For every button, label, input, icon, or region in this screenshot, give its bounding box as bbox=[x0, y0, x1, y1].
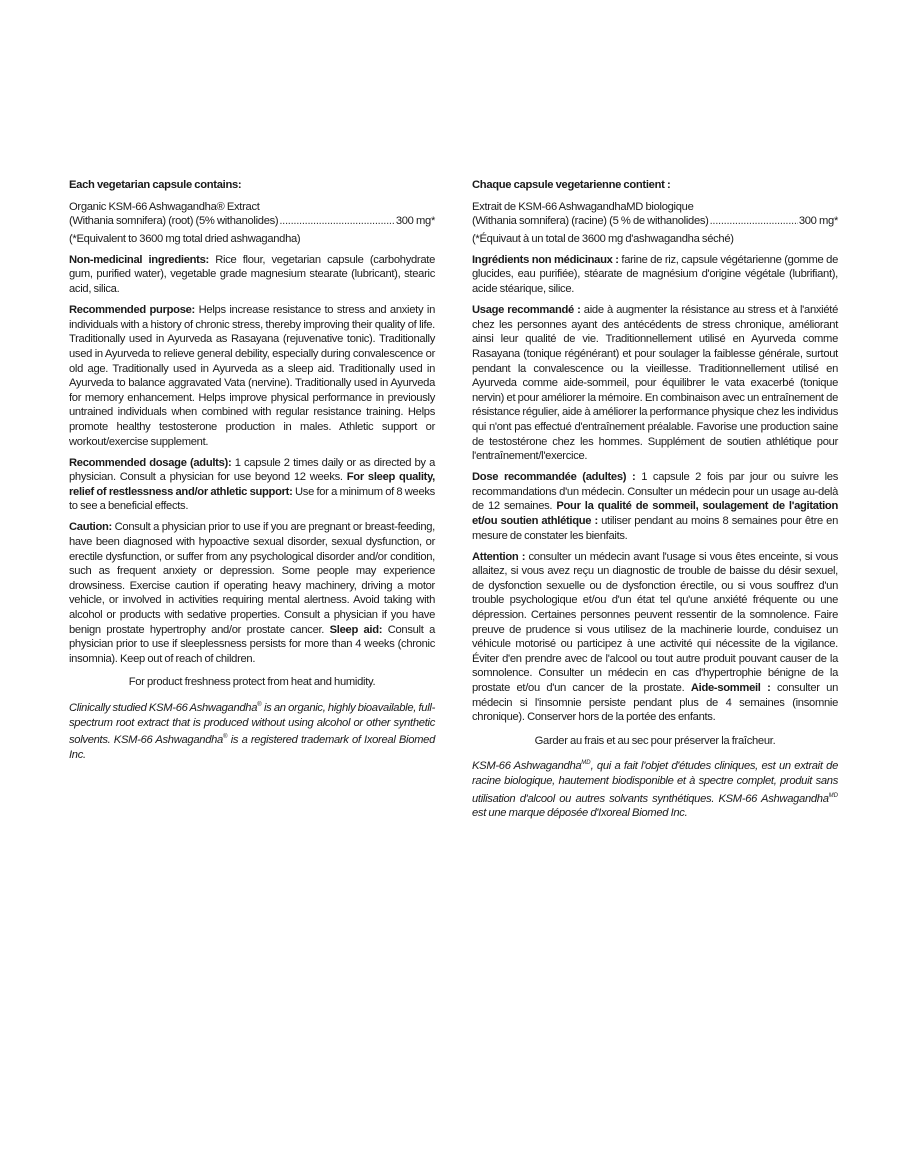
capsule-contents-heading: Chaque capsule vegetarienne contient : bbox=[472, 179, 671, 191]
purpose-label: Usage recommandé : bbox=[472, 304, 581, 317]
dosage-label: Recommended dosage (adults): bbox=[69, 456, 232, 469]
non-medicinal-text: farine de riz, capsule végétarienne (gomme de glucides, eau purifiée), stéarate de magnésium d'origine végétale (lubrifiant), acide stéarique, silice. bbox=[472, 253, 838, 296]
registered-mark: MD bbox=[581, 760, 591, 767]
trademark-footnote bbox=[472, 756, 838, 820]
equivalent-note: (*Equivalent to 3600 mg total dried ashwagandha) bbox=[69, 232, 301, 245]
english-column bbox=[69, 178, 435, 769]
non-medicinal-label: Ingrédients non médicinaux : bbox=[472, 253, 619, 266]
sleep-support-text: utiliser pendant au moins 8 semaines pour être en mesure de constater les bienfaits. bbox=[472, 514, 838, 542]
footnote-part-3: est une marque déposée d'Ixoreal Biomed Inc. bbox=[472, 807, 688, 820]
freshness-note: For product freshness protect from heat and humidity. bbox=[128, 676, 376, 689]
medicinal-ingredient bbox=[472, 200, 838, 229]
recommended-purpose bbox=[69, 303, 435, 449]
ingredient-row bbox=[472, 214, 838, 229]
sleep-aid-text: consulter un médecin si l'insomnie persiste pendant plus de 4 semaines (insomnie chronique). Conserver hors de la portée des enfants. bbox=[472, 682, 838, 724]
ingredient-name: Extrait de KSM-66 AshwagandhaMD biologique bbox=[472, 200, 694, 213]
sleep-support-label: Pour la qualité de sommeil, soulagement de l'agitation et/ou soutien athlétique : bbox=[472, 500, 838, 527]
non-medicinal-text: Rice flour, vegetarian capsule (carbohydrate gum, purified water), vegetable grade magnesium stearate (lubricant), stearic acid, silica. bbox=[69, 253, 435, 296]
dosage-text: 1 capsule 2 times daily or as directed by a physician. Consult a physician for use beyond 12 weeks. bbox=[69, 456, 435, 484]
caution-label: Caution: bbox=[69, 521, 112, 534]
dosage-label: Dose recommandée (adultes) : bbox=[472, 471, 636, 484]
ingredient-source: (Withania somnifera) (racine) (5 % de withanolides) bbox=[472, 215, 709, 228]
footnote-part-2: is an organic, highly bioavailable, full-spectrum root extract that is produced without using alcohol or other synthetic solvents. KSM-66 Ashwagandha bbox=[69, 702, 436, 747]
recommended-dosage bbox=[472, 470, 838, 543]
purpose-label: Recommended purpose: bbox=[69, 304, 195, 317]
freshness-note: Garder au frais et au sec pour préserver la fraîcheur. bbox=[534, 734, 776, 747]
footnote-part-1: KSM-66 Ashwagandha bbox=[472, 760, 582, 773]
dot-leader bbox=[279, 214, 394, 229]
ingredient-row bbox=[69, 214, 435, 229]
equivalent-note: (*Équivaut à un total de 3600 mg d'ashwagandha séché) bbox=[472, 232, 734, 245]
caution bbox=[69, 520, 435, 666]
ingredient-amount: 300 mg* bbox=[798, 215, 838, 228]
recommended-dosage bbox=[69, 456, 435, 514]
non-medicinal-ingredients bbox=[472, 253, 838, 297]
sleep-aid-label: Aide-sommeil : bbox=[690, 682, 771, 694]
footnote-part-3: is a registered trademark of Ixoreal Biomed Inc. bbox=[69, 734, 435, 761]
caution bbox=[472, 550, 838, 725]
footnote-part-1: Clinically studied KSM-66 Ashwagandha bbox=[69, 702, 258, 714]
dosage-text: 1 capsule 2 fois par jour ou suivre les recommandations d'un médecin. Consulter un médecin pour un usage au-delà de 12 semaines. bbox=[472, 471, 838, 513]
sleep-aid-label: Sleep aid: bbox=[329, 623, 383, 636]
purpose-text: Helps increase resistance to stress and anxiety in individuals with a history of chronic stress, thereby improving their quality of life. Traditionally used in Ayurveda as Rasayana (rejuvenative tonic). Traditionally used in Ayurveda to relieve general debility, especially during convalescence or old age. Traditionally used in Ayurveda as a sleep aid. Traditionally used in Ayurveda to balance aggravated Vata (nervine). Traditionally used in Ayurveda for memory enhancement. Helps improve physical performance in previously untrained individuals when combined with regular resistance training. Helps promote healthy testosterone production in males. Athletic support or workout/exercise supplement. bbox=[69, 304, 436, 448]
registered-mark: ® bbox=[222, 734, 228, 741]
non-medicinal-label: Non-medicinal ingredients: bbox=[69, 253, 209, 266]
medicinal-ingredient bbox=[69, 200, 435, 229]
purpose-text: aide à augmenter la résistance au stress et à l'anxiété chez les personnes ayant des antécédents de stress chronique, améliorant ainsi leur qualité de vie. Traditionnellement utilisé en Ayurveda comme Rasayana (tonique régénérant) et pour soulager la faiblesse générale, surtout pendant la convalescence ou la vieillesse. Traditionnellement utilisé en Ayurveda comme aide-sommeil, pour équilibrer le vata exacerbé (tonique nervin) et pour améliorer la mémoire. En combinaison avec un entraînement de résistance régulier, aide à améliorer la performance physique chez les individus qui n'ont pas effectué d'entraînement préalable. Favorise une production saine de testostérone chez les hommes. Supplément de soutien athlétique pour l'entraînement/l'exercice. bbox=[472, 304, 838, 463]
caution-text: Consult a physician prior to use if you are pregnant or breast-feeding, have been diagnosed with hypoactive sexual disorder, sexual dysfunction, or erectile dysfunction, or suffer from any psychological disorder and/or condition, such as frequent anxiety or depression. Some people may experience drowsiness. Exercise caution if operating heavy machinery, driving a motor vehicle, or involved in activities requiring mental alertness. Avoid taking with alcohol or products with sedative properties. Consult a physician if you have benign prostate hypertrophy and/or prostate cancer. bbox=[69, 521, 435, 636]
caution-label: Attention : bbox=[472, 550, 526, 563]
registered-mark: ® bbox=[257, 702, 262, 708]
french-column bbox=[472, 178, 838, 827]
trademark-footnote bbox=[69, 698, 435, 762]
sleep-support-text: Use for a minimum of 8 weeks to see a beneficial effects. bbox=[69, 485, 435, 513]
capsule-contents-heading: Each vegetarian capsule contains: bbox=[69, 179, 242, 191]
registered-mark: MD bbox=[828, 792, 838, 799]
ingredient-name: Organic KSM-66 Ashwagandha® Extract bbox=[69, 200, 260, 213]
footnote-part-2: , qui a fait l'objet d'études cliniques, est un extrait de racine biologique, hautement biodisponible et à spectre complet, produit sans utilisation d'alcool ou autres solvants synthétiques. KSM-66 Ashwagandha bbox=[472, 760, 838, 805]
caution-text: consulter un médecin avant l'usage si vous êtes enceinte, si vous allaitez, si vous avez reçu un diagnostic de trouble de baisse du désir sexuel, de dysfonction sexuelle ou de dysfonction érectile, ou si vous souffrez d'un trouble psychologique et/ou d'un état tel qu'une anxiété fréquente ou une dépression. Certaines personnes peuvent ressentir de la somnolence. Faire preuve de prudence si vous utilisez de la machinerie lourde, conduisez un véhicule motorisé ou participez à une activité qui nécessite de la vigilance. Éviter d'en prendre avec de l'alcool ou tout autre produit pouvant causer de la somnolence. Consulter un médecin en cas d'hypertrophie bénigne de la prostate et/ou d'un cancer de la prostate. bbox=[472, 550, 838, 694]
sleep-aid-text: Consult a physician prior to use if sleeplessness persists for more than 4 weeks (chronic insomnia). Keep out of reach of children. bbox=[69, 623, 435, 665]
ingredient-amount: 300 mg* bbox=[395, 215, 435, 228]
ingredient-source: (Withania somnifera) (root) (5% withanolides) bbox=[69, 215, 279, 228]
non-medicinal-ingredients bbox=[69, 253, 435, 297]
dot-leader bbox=[710, 214, 798, 229]
sleep-support-label: For sleep quality, relief of restlessness and/or athletic support: bbox=[69, 471, 435, 498]
recommended-purpose bbox=[472, 303, 838, 464]
